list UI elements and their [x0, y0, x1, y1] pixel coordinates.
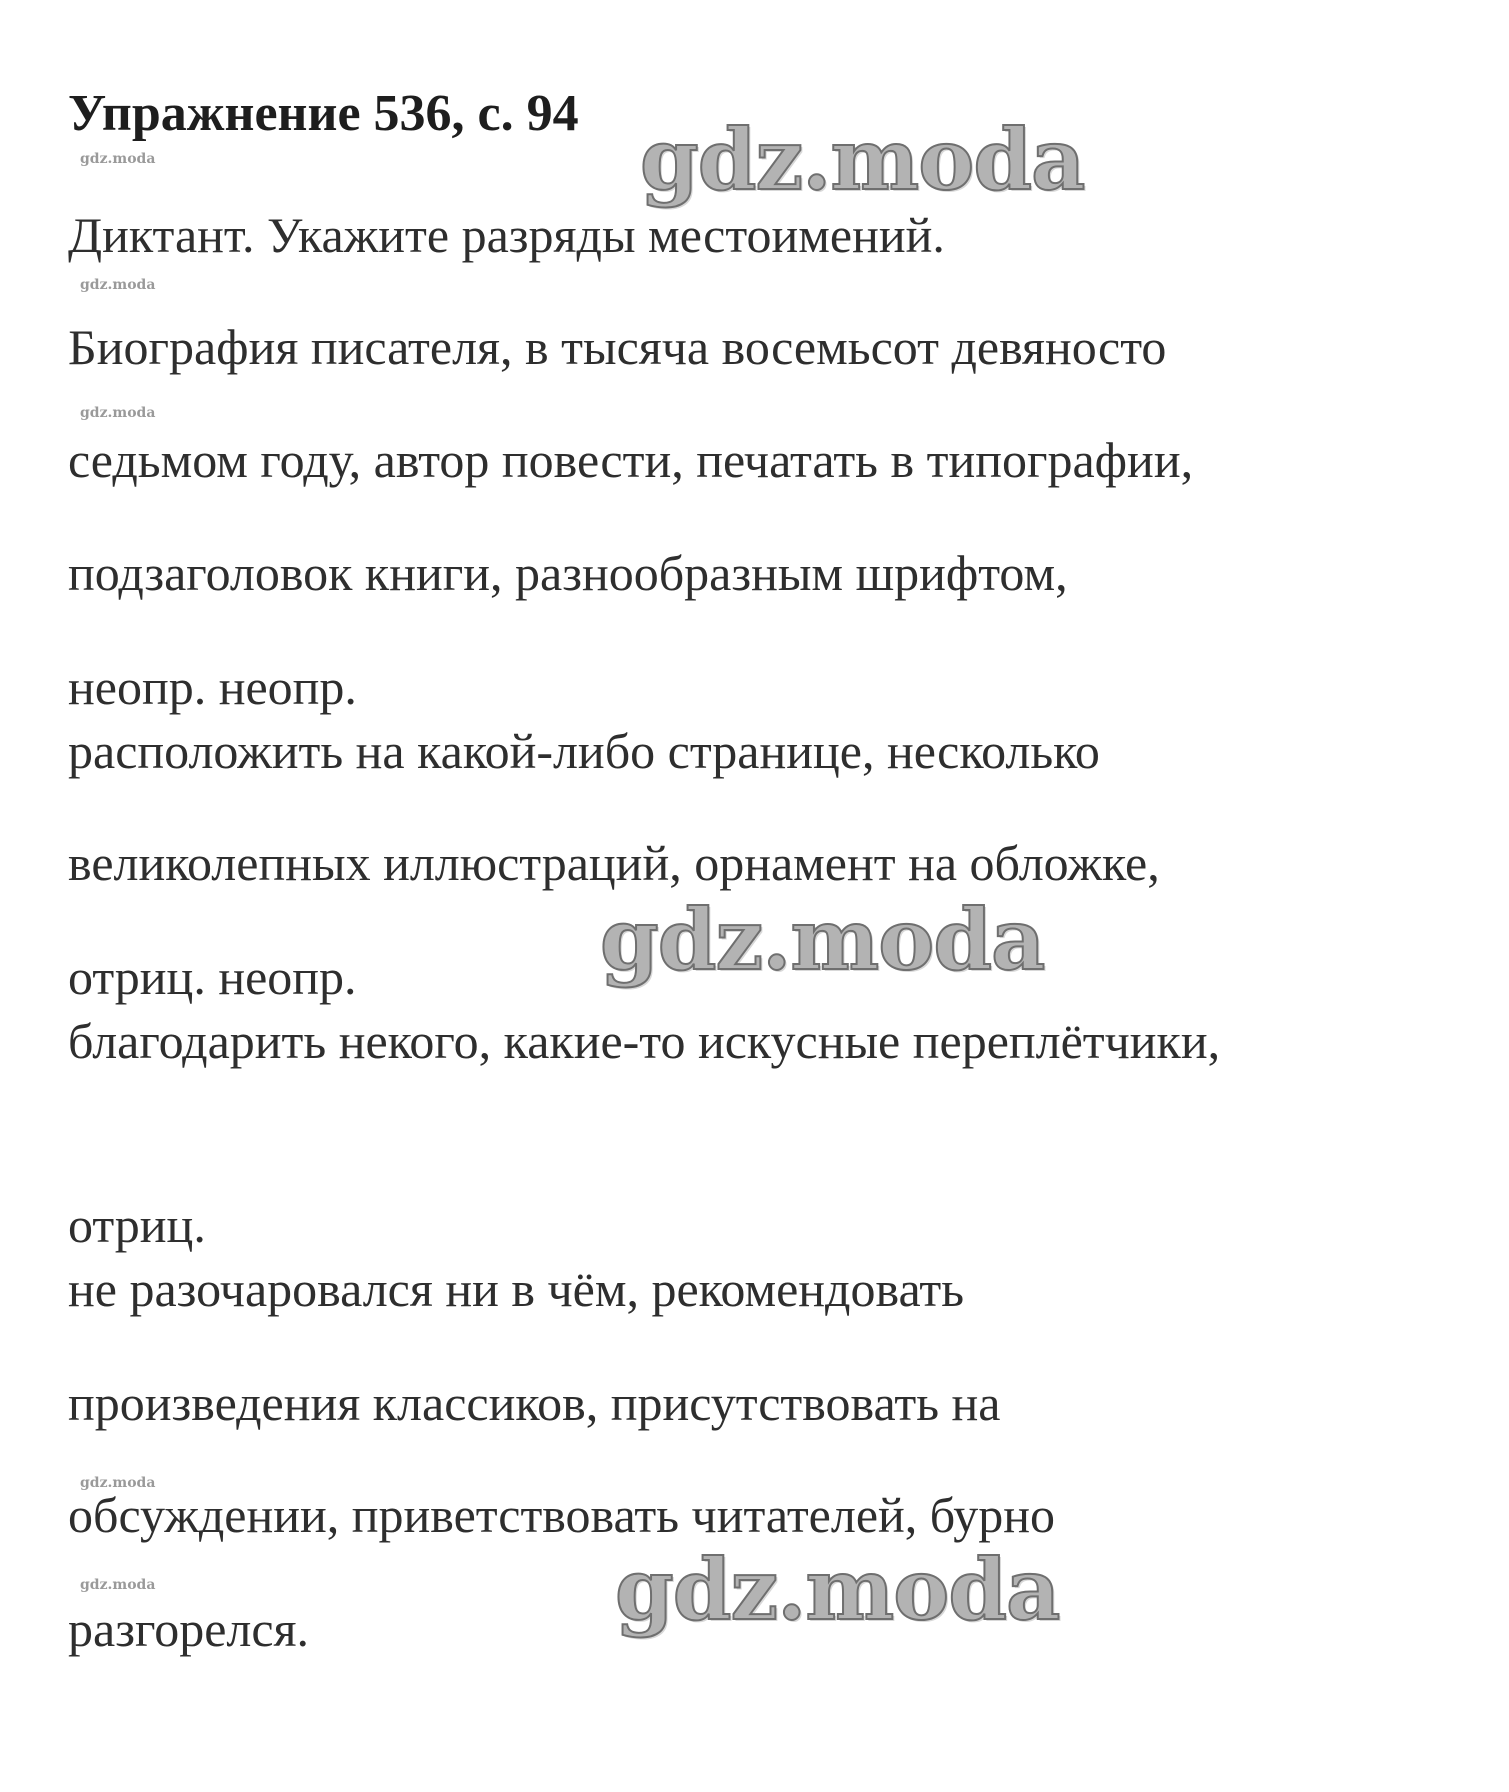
- exercise-title: Упражнение 536, с. 94: [68, 85, 579, 142]
- dictation-line: седьмом году, автор повести, печатать в типографии,: [68, 432, 1194, 488]
- pronoun-category-annotation: неопр. неопр.: [68, 659, 357, 715]
- dictation-line: великолепных иллюстраций, орнамент на обложке,: [68, 835, 1160, 891]
- dictation-line: разгорелся.: [68, 1601, 310, 1657]
- dictation-line: обсуждении, приветствовать читателей, бурно: [68, 1487, 1056, 1543]
- watermark-small: gdz.moda: [80, 277, 156, 293]
- watermark-small: gdz.moda: [80, 405, 156, 421]
- watermark-large: gdz.moda: [615, 1540, 1060, 1639]
- pronoun-category-annotation: отриц.: [68, 1197, 206, 1253]
- dictation-line: произведения классиков, присутствовать на: [68, 1375, 1001, 1431]
- watermark-small: gdz.moda: [80, 1577, 156, 1593]
- watermark-large: gdz.moda: [600, 890, 1045, 989]
- task-instruction: Диктант. Укажите разряды местоимений.: [68, 207, 945, 263]
- dictation-line: Биография писателя, в тысяча восемьсот девяносто: [68, 319, 1167, 375]
- dictation-line: подзаголовок книги, разнообразным шрифтом,: [68, 545, 1068, 601]
- watermark-small: gdz.moda: [80, 151, 156, 167]
- watermark-large: gdz.moda: [640, 110, 1085, 209]
- dictation-line: благодарить некого, какие-то искусные переплётчики,: [68, 1013, 1221, 1069]
- watermark-small: gdz.moda: [80, 1475, 156, 1491]
- dictation-line: расположить на какой-либо странице, несколько: [68, 723, 1100, 779]
- pronoun-category-annotation: отриц. неопр.: [68, 949, 357, 1005]
- dictation-line: не разочаровался ни в чём, рекомендовать: [68, 1261, 964, 1317]
